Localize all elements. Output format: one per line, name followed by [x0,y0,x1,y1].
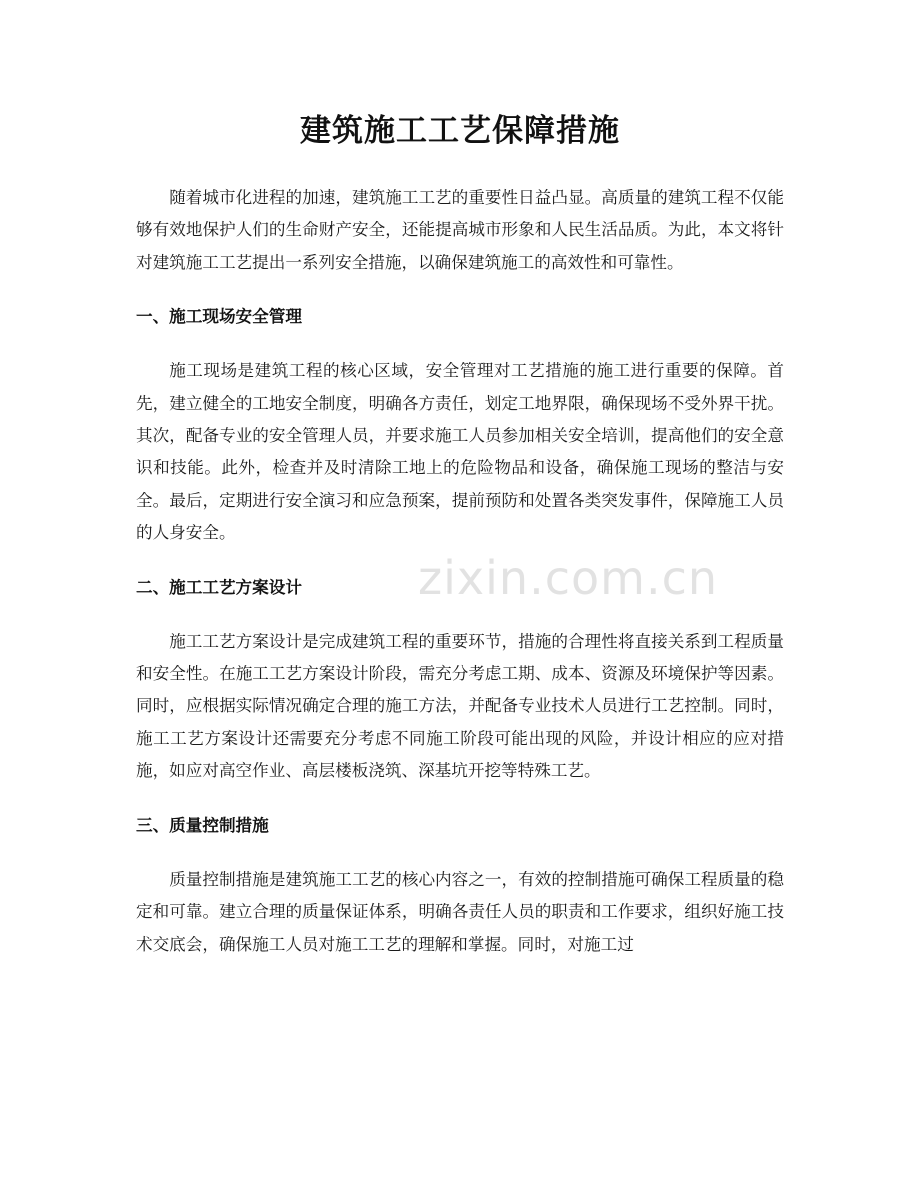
section-heading-2: 二、施工工艺方案设计 [136,577,302,597]
section-heading-3: 三、质量控制措施 [136,815,269,835]
intro-paragraph: 随着城市化进程的加速，建筑施工工艺的重要性日益凸显。高质量的建筑工程不仅能够有效地保护人们的生命财产安全，还能提高城市形象和人民生活品质。为此，本文将针对建筑施工工艺提出一系列安全措施，以确保建筑施工的高效性和可靠性。 [136,188,784,272]
document-title: 建筑施工工艺保障措施 [300,113,620,149]
watermark-text: zixin.com.cn [418,551,719,605]
section-body-2: 施工工艺方案设计是完成建筑工程的重要环节，措施的合理性将直接关系到工程质量和安全性。在施工工艺方案设计阶段，需充分考虑工期、成本、资源及环境保护等因素。同时，应根据实际情况确定合理的施工方法，并配备专业技术人员进行工艺控制。同时，施工工艺方案设计还需要充分考虑不同施工阶段可能出现的风险，并设计相应的应对措施，如应对高空作业、高层楼板浇筑、深基坑开挖等特殊工艺。 [136,631,784,781]
section-body-1: 施工现场是建筑工程的核心区域，安全管理对工艺措施的施工进行重要的保障。首先，建立健全的工地安全制度，明确各方责任，划定工地界限，确保现场不受外界干扰。其次，配备专业的安全管理人员，并要求施工人员参加相关安全培训，提高他们的安全意识和技能。此外，检查并及时清除工地上的危险物品和设备，确保施工现场的整洁与安全。最后，定期进行安全演习和应急预案，提前预防和处置各类突发事件，保障施工人员的人身安全。 [136,361,784,543]
section-body-3: 质量控制措施是建筑施工工艺的核心内容之一，有效的控制措施可确保工程质量的稳定和可靠。建立合理的质量保证体系，明确各责任人员的职责和工作要求，组织好施工技术交底会，确保施工人员对施工工艺的理解和掌握。同时，对施工过 [136,869,784,954]
section-heading-1: 一、施工现场安全管理 [136,307,302,327]
